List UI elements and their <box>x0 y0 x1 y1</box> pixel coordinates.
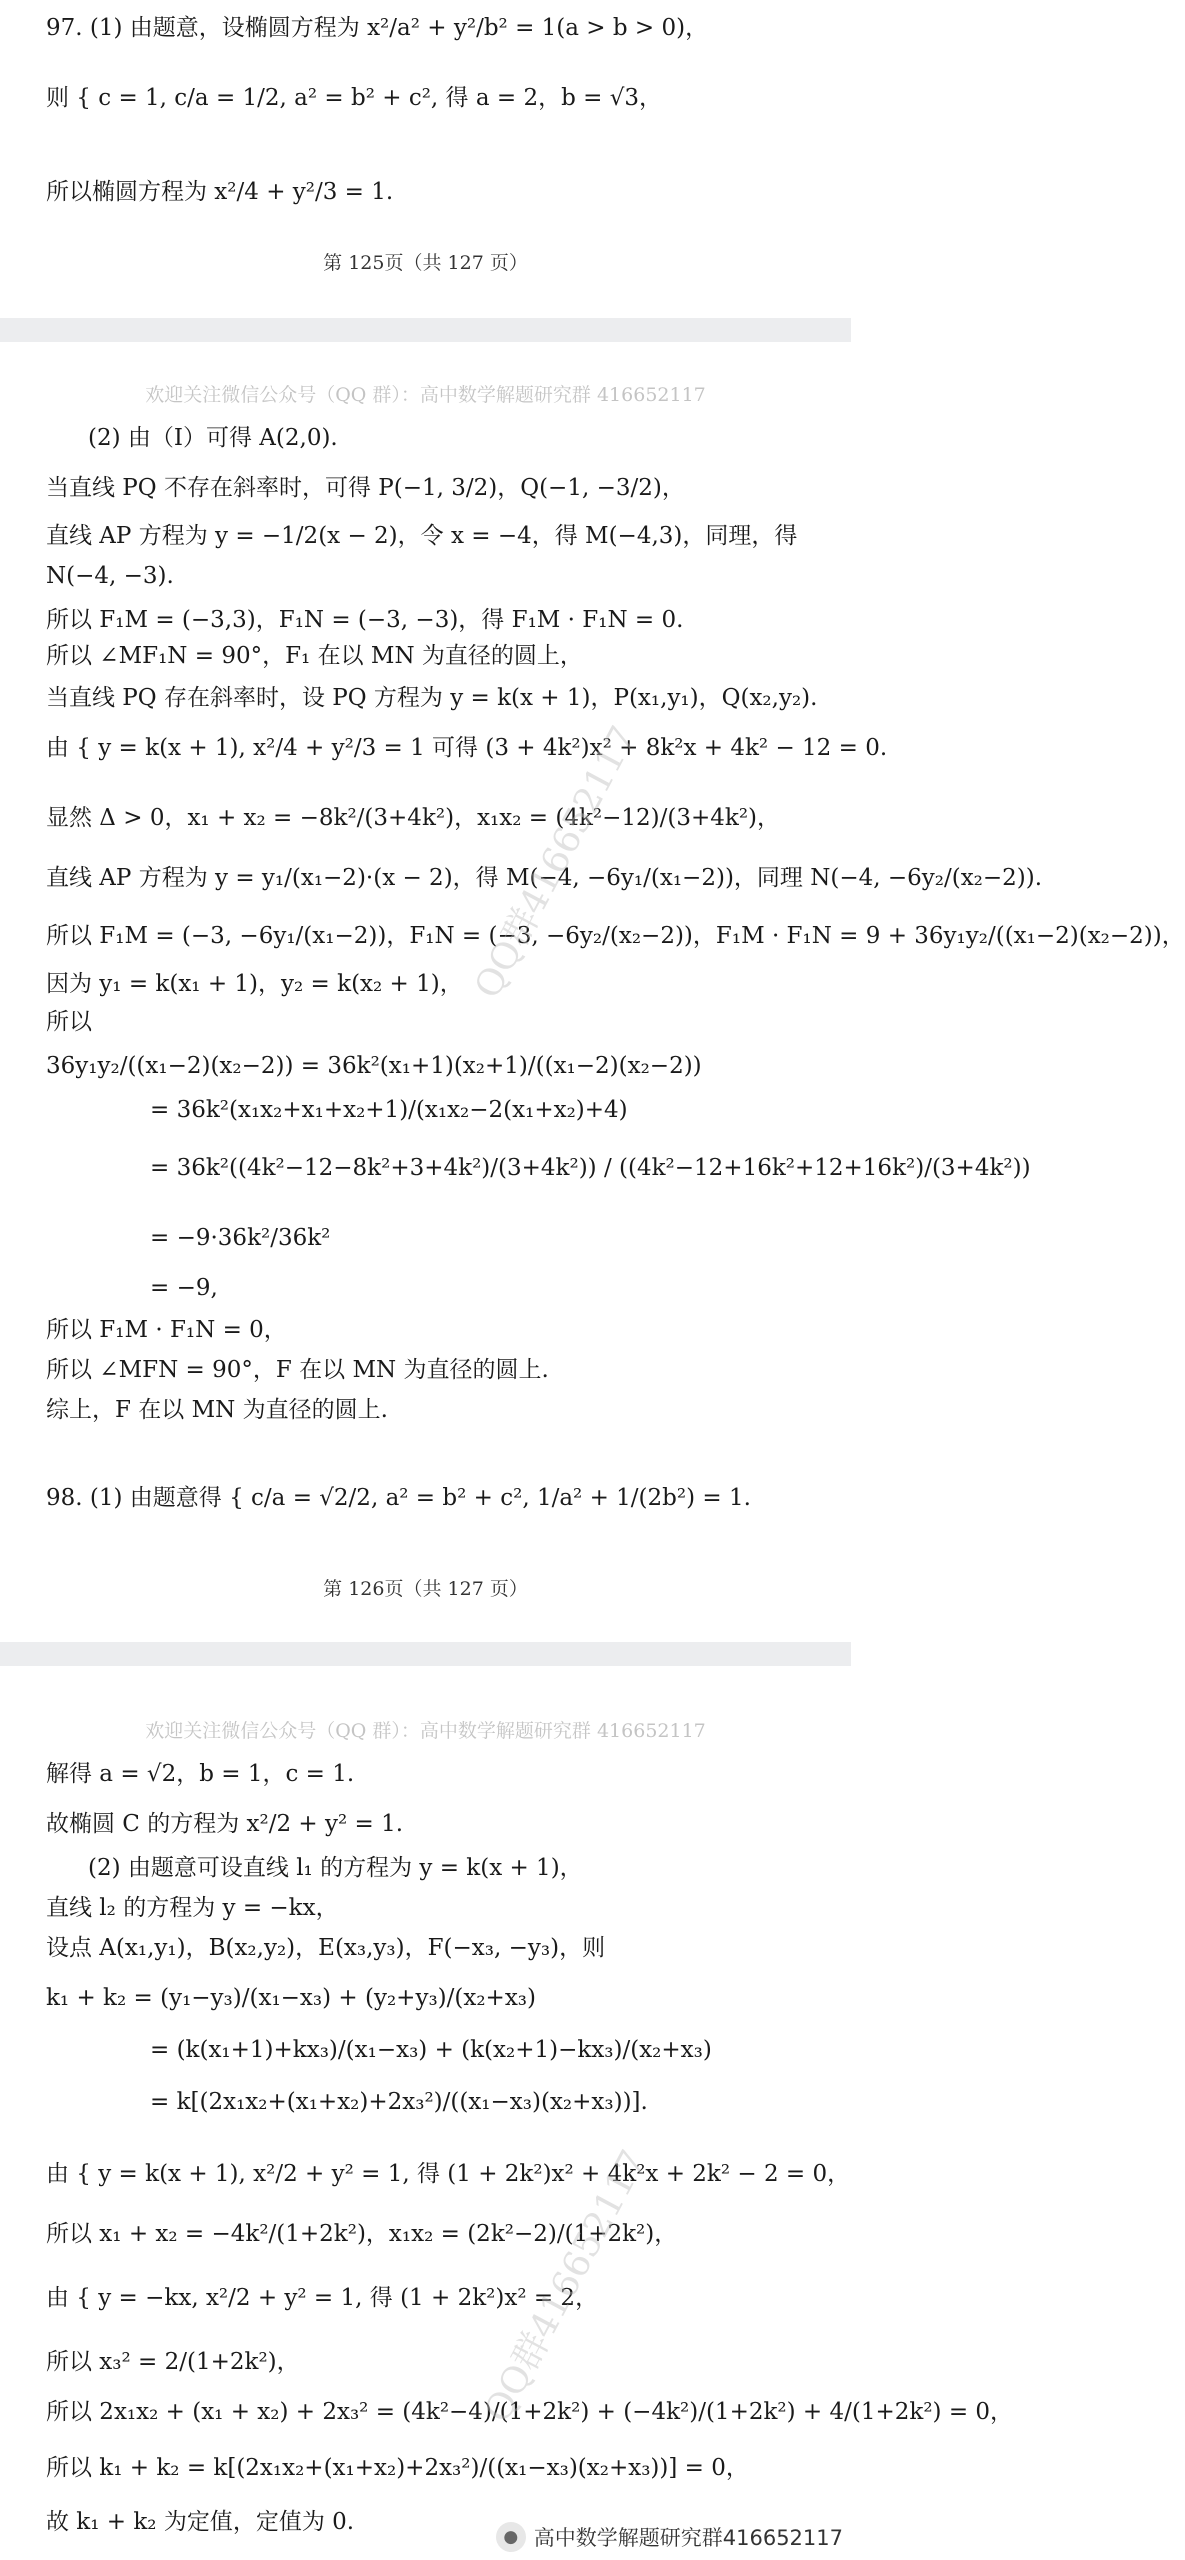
text-line: 因为 y₁ = k(x₁ + 1)，y₂ = k(x₂ + 1)， <box>46 971 463 997</box>
page-separator <box>0 1642 851 1666</box>
text-line: 则 { c = 1, c/a = 1/2, a² = b² + c², 得 a = 2，b = √3， <box>46 85 663 111</box>
badge-label: 高中数学解题研究群416652117 <box>533 2526 843 2550</box>
text-line: 所以 F₁M = (−3,3)，F₁N = (−3, −3)，得 F₁M · F₁N = 0. <box>46 607 684 633</box>
text-line: = −9·36k²/36k² <box>150 1225 331 1251</box>
text-line: = (k(x₁+1)+kx₃)/(x₁−x₃) + (k(x₂+1)−kx₃)/(x₂+x₃) <box>150 2037 712 2063</box>
text-line: 所以 2x₁x₂ + (x₁ + x₂) + 2x₃² = (4k²−4)/(1+2k²) + (−4k²)/(1+2k²) + 4/(1+2k²) = 0， <box>46 2399 1014 2425</box>
page-separator <box>0 318 851 342</box>
wechat-badge <box>496 2522 843 2552</box>
text-line: 所以 x₁ + x₂ = −4k²/(1+2k²)，x₁x₂ = (2k²−2)/(1+2k²)， <box>46 2221 678 2247</box>
text-line: 所以 ∠MF₁N = 90°，F₁ 在以 MN 为直径的圆上， <box>46 643 583 669</box>
text-line: 36y₁y₂/((x₁−2)(x₂−2)) = 36k²(x₁+1)(x₂+1)/((x₁−2)(x₂−2)) <box>46 1053 702 1079</box>
text-line: N(−4, −3). <box>46 563 174 589</box>
text-line: 综上，F 在以 MN 为直径的圆上. <box>46 1397 388 1423</box>
text-line: 故 k₁ + k₂ 为定值，定值为 0. <box>46 2509 355 2535</box>
page-footer: 第 125页（共 127 页） <box>323 252 528 274</box>
text-line: (2) 由（Ⅰ）可得 A(2,0). <box>88 425 338 451</box>
text-line: 97. (1) 由题意，设椭圆方程为 x²/a² + y²/b² = 1(a > b > 0)， <box>46 15 709 41</box>
page-125 <box>0 0 851 318</box>
text-line: 所以椭圆方程为 x²/4 + y²/3 = 1. <box>46 179 394 205</box>
text-line: = −9, <box>150 1275 218 1301</box>
text-line: = 36k²((4k²−12−8k²+3+4k²)/(3+4k²)) / ((4k²−12+16k²+12+16k²)/(3+4k²)) <box>150 1155 1031 1181</box>
text-line: 所以 <box>46 1009 92 1035</box>
watermark: QQ群416652117 <box>477 2143 655 2430</box>
text-line: 所以 k₁ + k₂ = k[(2x₁x₂+(x₁+x₂)+2x₃²)/((x₁−x₃)(x₂+x₃))] = 0， <box>46 2455 749 2481</box>
text-line: 直线 l₂ 的方程为 y = −kx， <box>46 1895 339 1921</box>
text-line: 由 { y = k(x + 1), x²/4 + y²/3 = 1 可得 (3 + 4k²)x² + 8k²x + 4k² − 12 = 0. <box>46 735 888 761</box>
page-header: 欢迎关注微信公众号（QQ 群）：高中数学解题研究群 416652117 <box>145 384 706 406</box>
page-footer: 第 126页（共 127 页） <box>323 1578 528 1600</box>
text-line: (2) 由题意可设直线 l₁ 的方程为 y = k(x + 1)， <box>88 1855 583 1881</box>
page-126 <box>0 342 1185 1642</box>
text-line: 98. (1) 由题意得 { c/a = √2/2, a² = b² + c², 1/a² + 1/(2b²) = 1. <box>46 1485 751 1511</box>
text-line: = k[(2x₁x₂+(x₁+x₂)+2x₃²)/((x₁−x₃)(x₂+x₃))]. <box>150 2089 648 2115</box>
page-header: 欢迎关注微信公众号（QQ 群）：高中数学解题研究群 416652117 <box>145 1720 706 1742</box>
text-line: 设点 A(x₁,y₁)，B(x₂,y₂)，E(x₃,y₃)，F(−x₃, −y₃)，则 <box>46 1935 606 1961</box>
text-line: 当直线 PQ 存在斜率时，设 PQ 方程为 y = k(x + 1)，P(x₁,y₁)，Q(x₂,y₂). <box>46 685 818 711</box>
text-line: 由 { y = k(x + 1), x²/2 + y² = 1, 得 (1 + 2k²)x² + 4k²x + 2k² − 2 = 0， <box>46 2161 851 2187</box>
text-line: k₁ + k₂ = (y₁−y₃)/(x₁−x₃) + (y₂+y₃)/(x₂+x₃) <box>46 1985 536 2011</box>
text-line: 显然 Δ > 0，x₁ + x₂ = −8k²/(3+4k²)，x₁x₂ = (4k²−12)/(3+4k²)， <box>46 805 781 831</box>
wechat-icon: ● <box>496 2522 526 2552</box>
text-line: 直线 AP 方程为 y = y₁/(x₁−2)·(x − 2)，得 M(−4, −6y₁/(x₁−2))，同理 N(−4, −6y₂/(x₂−2)). <box>46 865 1043 891</box>
page-127 <box>0 1666 1014 2560</box>
text-line: 所以 F₁M · F₁N = 0， <box>46 1317 287 1343</box>
text-line: 直线 AP 方程为 y = −1/2(x − 2)，令 x = −4，得 M(−4,3)，同理，得 <box>46 523 798 549</box>
text-line: 所以 F₁M = (−3, −6y₁/(x₁−2))，F₁N = (−3, −6y₂/(x₂−2))，F₁M · F₁N = 9 + 36y₁y₂/((x₁−2)(x₂−2))， <box>46 923 1185 949</box>
text-line: 解得 a = √2，b = 1，c = 1. <box>46 1761 355 1787</box>
text-line: 所以 x₃² = 2/(1+2k²)， <box>46 2349 300 2375</box>
text-line: 故椭圆 C 的方程为 x²/2 + y² = 1. <box>46 1811 404 1837</box>
text-line: 所以 ∠MFN = 90°，F 在以 MN 为直径的圆上. <box>46 1357 549 1383</box>
watermark: QQ群416652117 <box>467 719 645 1006</box>
text-line: 由 { y = −kx, x²/2 + y² = 1, 得 (1 + 2k²)x² = 2， <box>46 2285 599 2311</box>
text-line: = 36k²(x₁x₂+x₁+x₂+1)/(x₁x₂−2(x₁+x₂)+4) <box>150 1097 628 1123</box>
text-line: 当直线 PQ 不存在斜率时，可得 P(−1, 3/2)，Q(−1, −3/2)， <box>46 475 685 501</box>
